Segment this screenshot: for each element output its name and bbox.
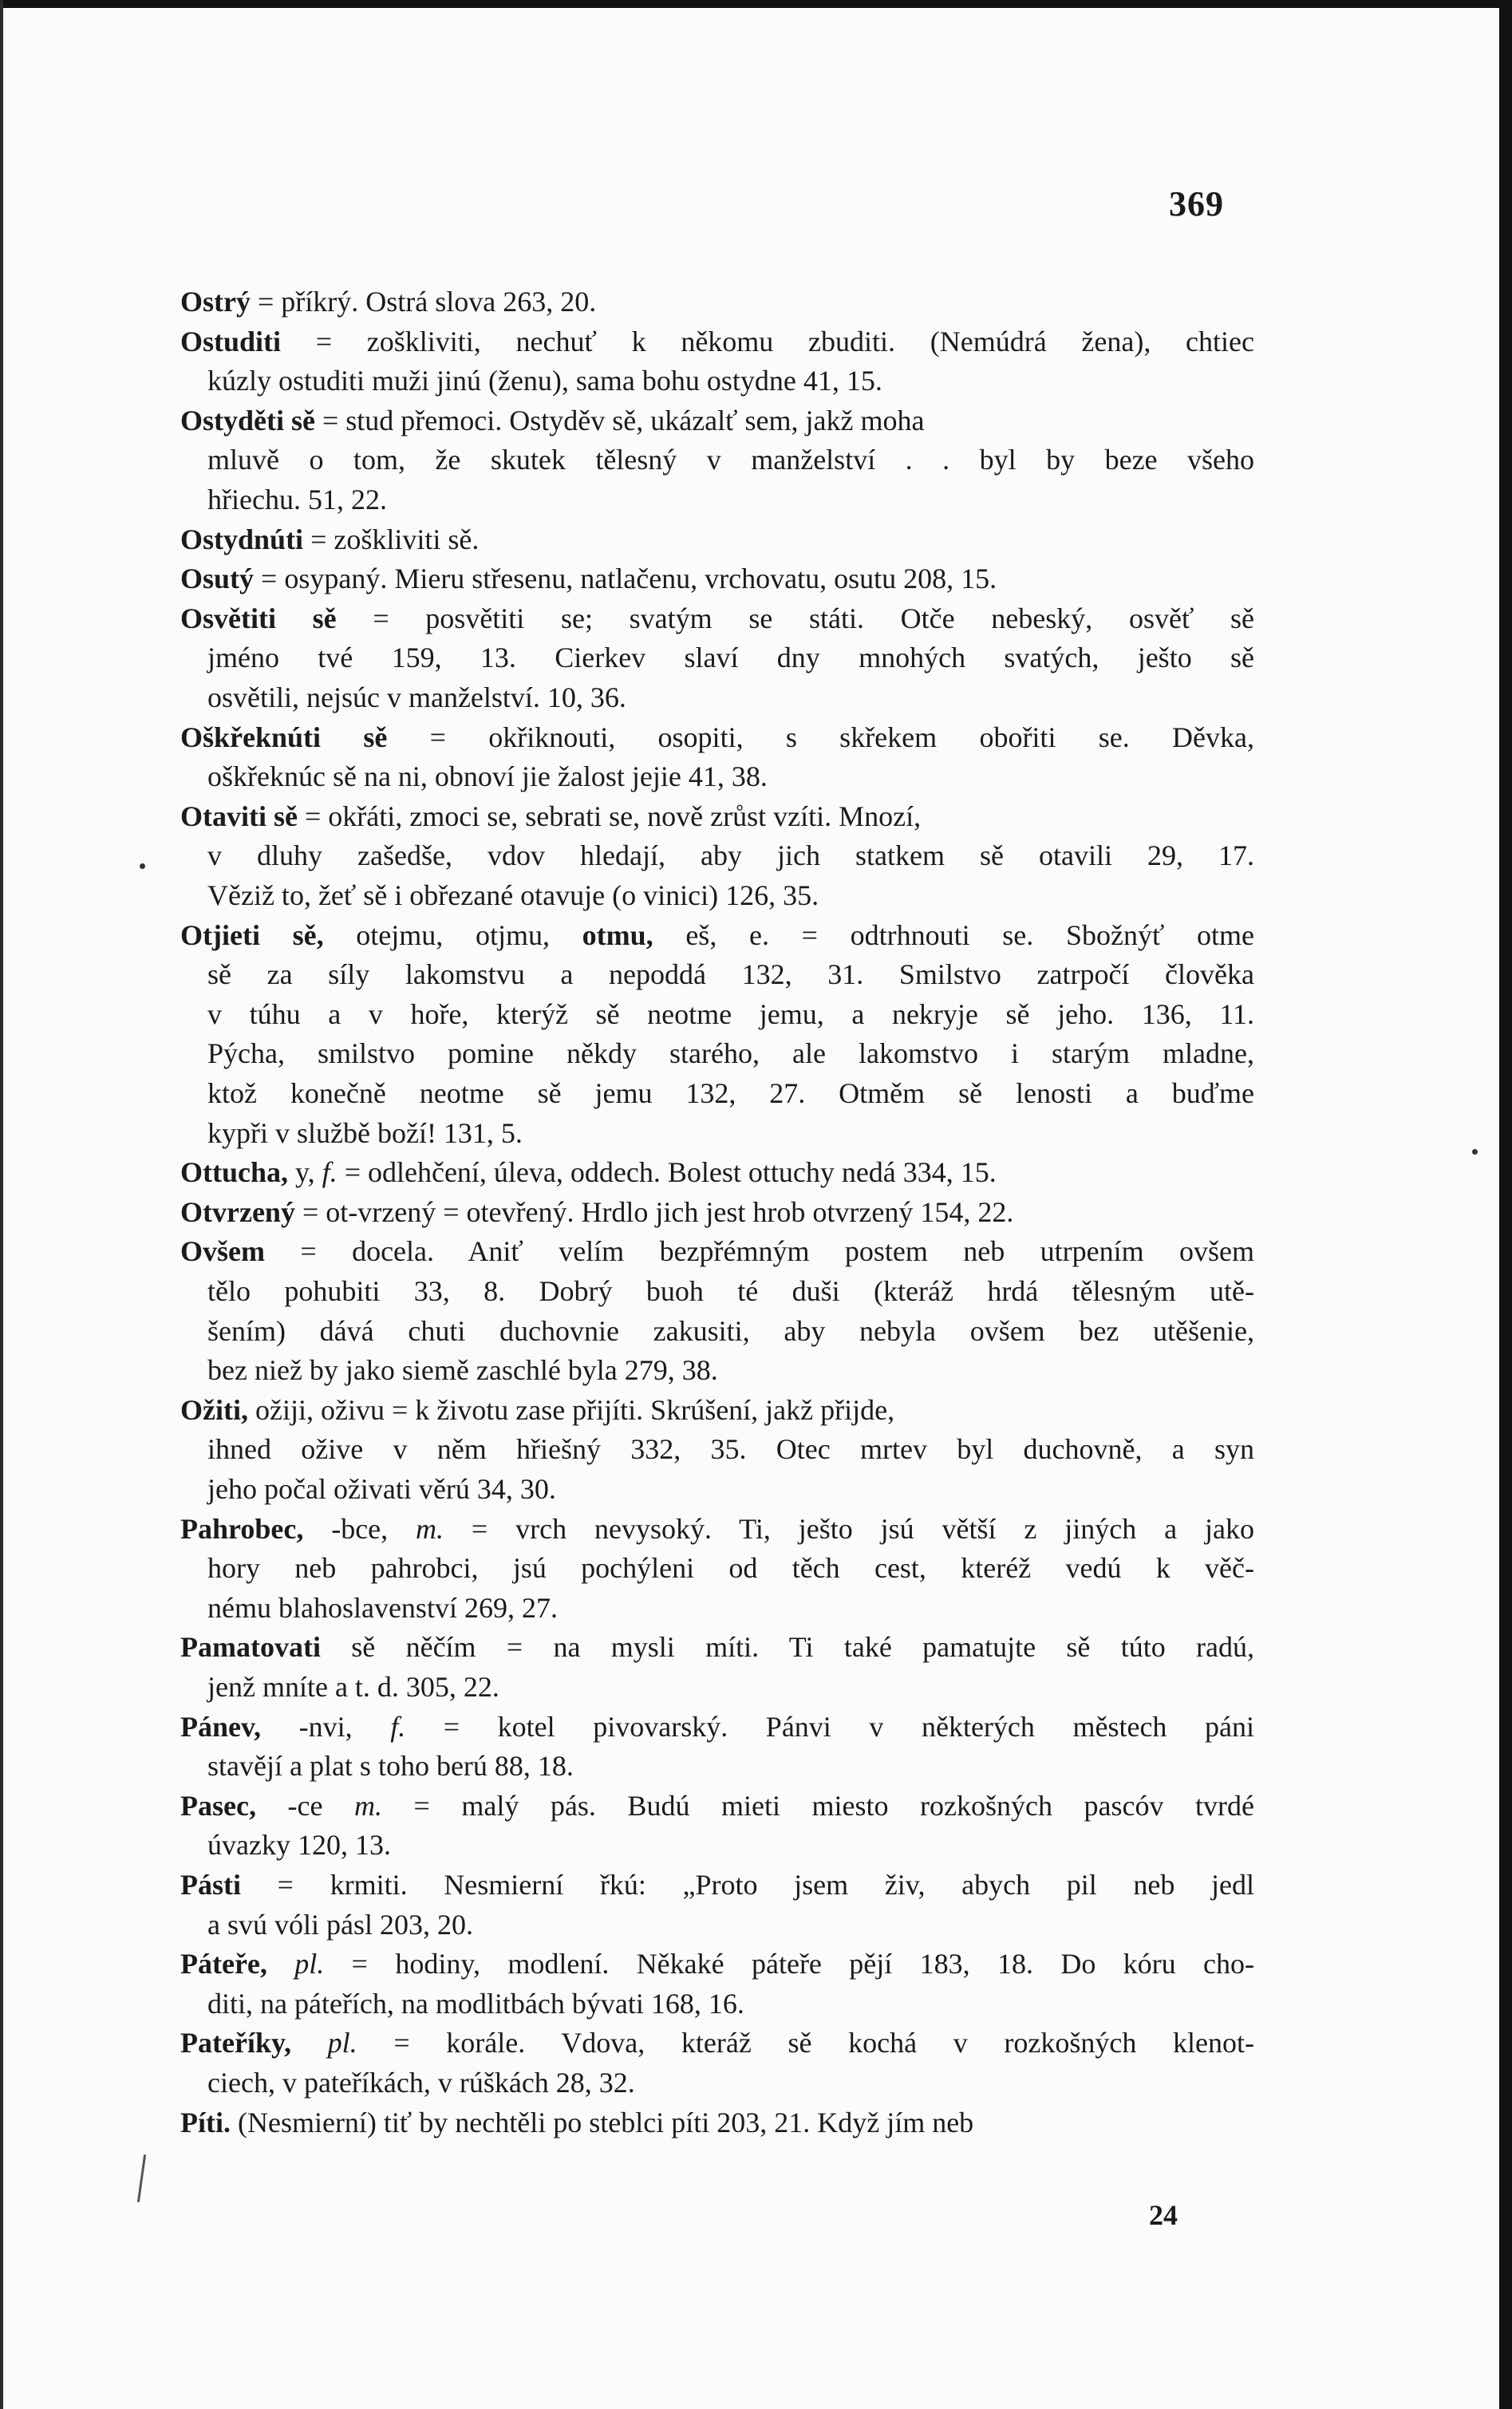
headword: Ostydnúti bbox=[180, 523, 304, 555]
entry-line-continuation bbox=[207, 1592, 558, 1624]
ink-speck bbox=[140, 863, 145, 869]
entry-text: = zoškliviti sě. bbox=[303, 523, 480, 555]
entry-line-continuation bbox=[207, 1077, 1254, 1109]
headword: Ostrý bbox=[180, 286, 251, 318]
entry-text: otejmu, otjmu, bbox=[323, 919, 582, 951]
entry-text: Věziž to, žeť sě i obřezané otavuje (o vinici) 126, 35. bbox=[207, 879, 819, 911]
entry-text: ihned ožive v něm hřiešný 332, 35. Otec mrtev byl duchovně, a syn bbox=[207, 1433, 1254, 1465]
entry-text: = docela. Aniť velím bezpřémným postem neb utrpením ovšem bbox=[264, 1235, 1254, 1267]
entry-line-headword bbox=[180, 523, 479, 555]
entry-text bbox=[267, 1948, 294, 1980]
entry-text: kypři v službě boží! 131, 5. bbox=[207, 1117, 523, 1149]
entry-line-headword bbox=[180, 919, 1254, 951]
entry-text: sě něčím = na mysli míti. Ti také pamatujte sě túto radú, bbox=[320, 1631, 1254, 1663]
page-number: 369 bbox=[1169, 184, 1224, 223]
printer-signature: 24 bbox=[1149, 2199, 1178, 2231]
entry-line-headword bbox=[180, 1948, 1254, 1980]
entry-text: -nvi, bbox=[261, 1711, 391, 1743]
entry-text: mluvě o tom, že skutek tělesný v manželství . . byl by beze všeho bbox=[207, 444, 1254, 476]
headword: Otvrzený bbox=[180, 1196, 295, 1228]
entry-line-headword bbox=[180, 563, 997, 594]
grammar-abbrev: pl. bbox=[294, 1948, 325, 1980]
headword: Ostyděti sě bbox=[180, 405, 315, 436]
entry-line-headword bbox=[180, 1513, 1254, 1545]
entry-text: = korále. Vdova, kteráž sě kochá v rozkošných klenot- bbox=[357, 2027, 1255, 2059]
entry-line-continuation bbox=[207, 1433, 1254, 1465]
entry-line-headword bbox=[180, 721, 1254, 753]
grammar-abbrev: f. bbox=[322, 1156, 338, 1188]
entry-line-continuation bbox=[207, 1315, 1254, 1347]
entry-line-headword bbox=[180, 800, 921, 832]
entry-line-headword bbox=[180, 1196, 1013, 1228]
grammar-abbrev: f. bbox=[390, 1711, 406, 1743]
entry-text bbox=[291, 2027, 328, 2059]
entry-text: = vrch nevysoký. Ti, ješto jsú větší z jiných a jako bbox=[444, 1513, 1255, 1545]
entry-text: -bce, bbox=[303, 1513, 416, 1545]
entry-text: = příkrý. Ostrá slova 263, 20. bbox=[250, 286, 597, 318]
entry-text: stavějí a plat s toho berú 88, 18. bbox=[207, 1750, 574, 1782]
entry-line-continuation bbox=[207, 681, 626, 713]
entry-line-headword bbox=[180, 1711, 1254, 1743]
entry-text: hory neb pahrobci, jsú pochýleni od těch cest, kteréž vedú k věč- bbox=[207, 1552, 1254, 1584]
entry-text: = okřáti, zmoci se, sebrati se, nově zrůst vzíti. Mnozí, bbox=[297, 800, 922, 832]
entry-line-continuation bbox=[207, 1750, 574, 1782]
entry-text: sě za síly lakomstvu a nepoddá 132, 31. Smilstvo zatrpočí člověka bbox=[207, 958, 1254, 990]
entry-bold-text: otmu, bbox=[582, 919, 653, 951]
headword: Oškřeknúti sě bbox=[180, 721, 388, 753]
entry-text: kúzly ostuditi muži jinú (ženu), sama bohu ostydne 41, 15. bbox=[207, 365, 882, 397]
entry-line-headword bbox=[180, 602, 1254, 634]
entry-line-headword bbox=[180, 1631, 1254, 1663]
headword: Pasec, bbox=[180, 1790, 256, 1822]
grammar-abbrev: pl. bbox=[327, 2027, 357, 2059]
entry-line-continuation bbox=[207, 879, 819, 911]
entry-line-continuation bbox=[207, 365, 882, 397]
entry-text: v túhu a v hoře, kterýž sě neotme jemu, a nekryje sě jeho. 136, 11. bbox=[207, 998, 1254, 1030]
headword: Ovšem bbox=[180, 1235, 265, 1267]
entry-text: y, bbox=[288, 1156, 322, 1188]
entry-text: bez niež by jako siemě zaschlé byla 279, 38. bbox=[207, 1354, 718, 1386]
entry-text: Pýcha, smilstvo pomine někdy starého, ale lakomstvo i starým mladne, bbox=[207, 1037, 1254, 1069]
entry-text: hřiechu. 51, 22. bbox=[207, 484, 387, 515]
entry-text: a svú vóli pásl 203, 20. bbox=[207, 1909, 473, 1941]
entry-line-headword bbox=[180, 2027, 1254, 2059]
entry-line-continuation bbox=[207, 2067, 635, 2099]
entry-text: nému blahoslavenství 269, 27. bbox=[207, 1592, 558, 1624]
headword: Pateříky, bbox=[180, 2027, 291, 2059]
entry-text: osvětili, nejsúc v manželství. 10, 36. bbox=[207, 681, 626, 713]
entry-line-continuation bbox=[207, 1829, 391, 1861]
entry-line-continuation bbox=[207, 1275, 1254, 1307]
entry-text: diti, na páteřích, na modlitbách bývati 168, 16. bbox=[207, 1988, 744, 2020]
headword: Otjieti sě, bbox=[180, 919, 324, 951]
headword: Píti. bbox=[180, 2107, 231, 2138]
entry-line-headword bbox=[180, 1235, 1254, 1267]
entry-text: úvazky 120, 13. bbox=[207, 1829, 391, 1861]
entry-text: = posvětiti se; svatým se státi. Otče nebeský, osvěť sě bbox=[336, 602, 1254, 634]
headword: Pásti bbox=[180, 1869, 241, 1901]
entry-line-headword bbox=[180, 286, 596, 318]
entry-line-headword bbox=[180, 1790, 1254, 1822]
entry-line-continuation bbox=[207, 1354, 718, 1386]
entry-line-headword bbox=[180, 1156, 997, 1188]
entry-line-continuation bbox=[207, 760, 768, 792]
entry-text: ožiji, oživu = k životu zase přijíti. Skrúšení, jakž přijde, bbox=[247, 1394, 895, 1426]
headword: Osutý bbox=[180, 563, 255, 594]
entry-line-continuation bbox=[207, 1117, 523, 1149]
entry-line-headword bbox=[180, 2107, 973, 2138]
entry-line-continuation bbox=[207, 1037, 1254, 1069]
entry-text: = krmiti. Nesmierní řkú: „Proto jsem živ, abych pil neb jedl bbox=[241, 1869, 1254, 1901]
headword: Ožiti, bbox=[180, 1394, 248, 1426]
entry-text: jméno tvé 159, 13. Cierkev slaví dny mnohých svatých, ješto sě bbox=[207, 642, 1254, 673]
entry-text: jenž mníte a t. d. 305, 22. bbox=[207, 1671, 499, 1703]
entry-text: v dluhy zašedše, vdov hledají, aby jich statkem sě otavili 29, 17. bbox=[207, 839, 1254, 871]
entry-line-continuation bbox=[207, 998, 1254, 1030]
entry-text: = okřiknouti, osopiti, s skřekem obořiti se. Děvka, bbox=[387, 721, 1254, 753]
headword: Otaviti sě bbox=[180, 800, 298, 832]
entry-line-continuation bbox=[207, 958, 1254, 990]
entry-line-continuation bbox=[207, 1552, 1254, 1584]
headword: Páteře, bbox=[180, 1948, 267, 1980]
entry-text: = osypaný. Mieru střesenu, natlačenu, vrchovatu, osutu 208, 15. bbox=[254, 563, 997, 594]
entry-text: = ot-vrzený = otevřený. Hrdlo jich jest hrob otvrzený 154, 22. bbox=[294, 1196, 1014, 1228]
entry-line-continuation bbox=[207, 642, 1254, 673]
entry-text: ktož konečně neotme sě jemu 132, 27. Otměm sě lenosti a buďme bbox=[207, 1077, 1254, 1109]
entry-text: = odlehčení, úleva, oddech. Bolest ottuchy nedá 334, 15. bbox=[337, 1156, 997, 1188]
entry-line-continuation bbox=[207, 839, 1254, 871]
entry-line-headword bbox=[180, 1394, 894, 1426]
entry-text: -ce bbox=[255, 1790, 354, 1822]
headword: Osvětiti sě bbox=[180, 602, 337, 634]
entry-line-continuation bbox=[207, 1909, 473, 1941]
entry-line-headword bbox=[180, 326, 1254, 357]
grammar-abbrev: m. bbox=[416, 1513, 444, 1545]
entry-line-continuation bbox=[207, 1671, 499, 1703]
headword: Pánev, bbox=[180, 1711, 262, 1743]
entry-line-continuation bbox=[207, 484, 387, 515]
entry-text: (Nesmierní) tiť by nechtěli po steblci píti 203, 21. Když jím neb bbox=[230, 2107, 974, 2138]
entry-text: = kotel pivovarský. Pánvi v některých městech páni bbox=[405, 1711, 1254, 1743]
entry-line-continuation bbox=[207, 1988, 744, 2020]
entry-text: šením) dává chuti duchovnie zakusiti, aby nebyla ovšem bez utěšenie, bbox=[207, 1315, 1254, 1347]
entry-text: oškřeknúc sě na ni, obnoví jie žalost jejie 41, 38. bbox=[207, 760, 768, 792]
entry-line-continuation bbox=[207, 1473, 556, 1505]
entry-text: = zoškliviti, nechuť k někomu zbuditi. (Nemúdrá žena), chtiec bbox=[281, 326, 1254, 357]
entry-line-headword bbox=[180, 1869, 1254, 1901]
entry-text: = hodiny, modlení. Někaké páteře pějí 183, 18. Do kóru cho- bbox=[324, 1948, 1254, 1980]
headword: Ostuditi bbox=[180, 326, 282, 357]
headword: Pahrobec, bbox=[180, 1513, 304, 1545]
entry-line-headword bbox=[180, 405, 924, 436]
entry-text: eš, e. = odtrhnouti se. Sbožnýť otme bbox=[653, 919, 1255, 951]
grammar-abbrev: m. bbox=[354, 1790, 382, 1822]
entry-line-continuation bbox=[207, 444, 1254, 476]
entry-text: jeho počal oživati věrú 34, 30. bbox=[207, 1473, 556, 1505]
entry-text: tělo pohubiti 33, 8. Dobrý buoh té duši (kteráž hrdá tělesným utě- bbox=[207, 1275, 1254, 1307]
entry-text: = malý pás. Budú mieti miesto rozkošných pascóv tvrdé bbox=[382, 1790, 1255, 1822]
entry-text: = stud přemoci. Ostyděv sě, ukázalť sem, jakž moha bbox=[314, 405, 925, 436]
entry-text: ciech, v pateříkách, v rúškách 28, 32. bbox=[207, 2067, 635, 2099]
ink-speck bbox=[1472, 1149, 1478, 1155]
headword: Ottucha, bbox=[180, 1156, 288, 1188]
headword: Pamatovati bbox=[180, 1631, 321, 1663]
